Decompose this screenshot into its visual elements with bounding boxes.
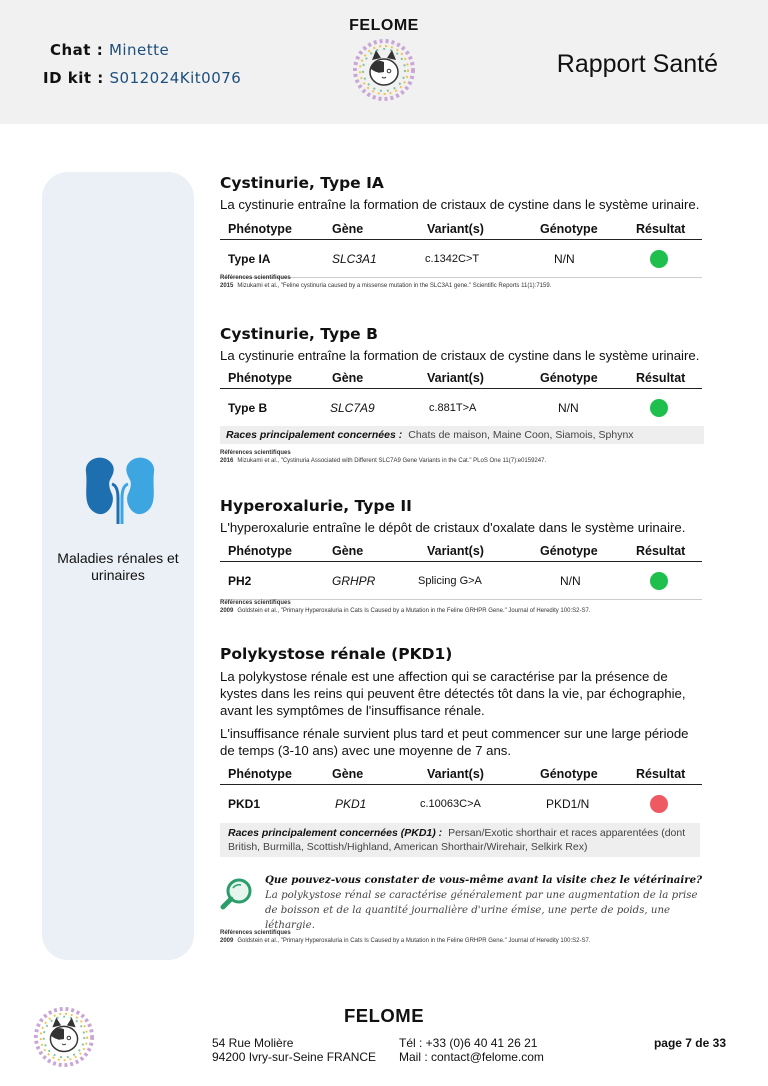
page-header	[0, 0, 768, 124]
cell-phenotype: Type IA	[228, 251, 271, 266]
felome-cat-logo	[352, 38, 416, 102]
category-label: Maladies rénales et urinaires	[57, 550, 179, 583]
table-row	[220, 562, 702, 600]
header-result: Résultat	[636, 543, 686, 558]
breeds-concerned	[220, 426, 704, 444]
cat-label: Chat :	[50, 41, 104, 59]
table-header	[220, 763, 702, 785]
contact-phone: Tél : +33 (0)6 40 41 26 21	[399, 1036, 538, 1050]
cell-variant: c.10063C>A	[420, 798, 481, 810]
header-result: Résultat	[636, 221, 686, 236]
scientific-reference	[220, 599, 590, 615]
vet-answer: La polykystose rénal se caractérise généralement par une augmentation de la prise de boisson et de la quantité journalière d'urine émise, une perte de poids, une léthargie.	[265, 890, 698, 931]
reference-year: 2009	[220, 938, 234, 944]
kidney-icon	[80, 454, 160, 524]
reference-year: 2015	[220, 283, 234, 289]
brand-name: FELOME	[349, 17, 419, 34]
cell-genotype: N/N	[554, 251, 575, 266]
category-panel	[42, 172, 194, 960]
reference-label: Références scientifiques	[220, 930, 291, 936]
table-row	[220, 785, 702, 823]
address-line-1: 54 Rue Molière	[212, 1036, 294, 1050]
section-title: Hyperoxalurie, Type II	[220, 497, 412, 515]
reference-label: Références scientifiques	[220, 275, 291, 281]
table-header	[220, 540, 702, 562]
genetic-table	[220, 218, 702, 278]
result-dot-normal	[650, 572, 668, 590]
scientific-reference	[220, 449, 546, 465]
header-result: Résultat	[636, 766, 686, 781]
cell-genotype: N/N	[560, 573, 581, 588]
header-result: Résultat	[636, 370, 686, 385]
header-variant: Variant(s)	[427, 221, 484, 236]
vet-advice	[265, 873, 705, 933]
header-phenotype: Phénotype	[228, 221, 292, 236]
header-variant: Variant(s)	[427, 370, 484, 385]
genetic-table	[220, 763, 702, 823]
table-row	[220, 389, 702, 427]
header-gene: Gène	[332, 221, 364, 236]
reference-text: Mizukami et al., "Feline cystinuria caused by a missense mutation in the SLC3A1 gene." Scientific Reports 11(1):7159.	[237, 283, 552, 289]
genetic-table	[220, 367, 702, 427]
header-genotype: Génotype	[540, 370, 598, 385]
table-row	[220, 240, 702, 278]
vet-question: Que pouvez-vous constater de vous-même avant la visite chez le vétérinaire?	[265, 874, 703, 886]
header-gene: Gène	[332, 766, 364, 781]
table-header	[220, 218, 702, 240]
breeds-label: Races principalement concernées (PKD1) :	[228, 827, 443, 839]
cell-gene: GRHPR	[332, 573, 376, 588]
reference-label: Références scientifiques	[220, 450, 291, 456]
footer-contact	[399, 1036, 544, 1064]
section-title: Polykystose rénale (PKD1)	[220, 645, 453, 663]
header-phenotype: Phénotype	[228, 370, 292, 385]
kit-id-row	[43, 69, 241, 87]
contact-mail: Mail : contact@felome.com	[399, 1050, 544, 1064]
cat-name: Minette	[108, 41, 170, 59]
section-description: La cystinurie entraîne la formation de cristaux de cystine dans le système urinaire.	[220, 348, 700, 363]
cat-name-row	[50, 41, 169, 59]
scientific-reference	[220, 274, 551, 290]
section-cystinuria-ia	[220, 174, 720, 289]
breeds-list: Chats de maison, Maine Coon, Siamois, Sphynx	[408, 429, 634, 441]
cell-gene: SLC3A1	[332, 251, 377, 266]
result-dot-normal	[650, 250, 668, 268]
reference-year: 2016	[220, 458, 234, 464]
scientific-reference	[220, 929, 590, 945]
section-pkd1	[220, 645, 720, 944]
cell-phenotype: PKD1	[228, 797, 261, 811]
cell-gene: SLC7A9	[330, 401, 375, 415]
table-header	[220, 367, 702, 389]
header-gene: Gène	[332, 370, 364, 385]
header-genotype: Génotype	[540, 766, 598, 781]
section-hyperoxaluria	[220, 497, 720, 614]
header-gene: Gène	[332, 543, 364, 558]
cell-gene: PKD1	[335, 797, 367, 811]
header-genotype: Génotype	[540, 543, 598, 558]
cell-phenotype: Type B	[228, 401, 268, 415]
section-title: Cystinurie, Type IA	[220, 174, 384, 192]
breeds-concerned	[220, 823, 700, 857]
header-genotype: Génotype	[540, 221, 598, 236]
section-description: L'hyperoxalurie entraîne le dépôt de cristaux d'oxalate dans le système urinaire.	[220, 520, 686, 535]
result-dot-positive	[650, 795, 668, 813]
reference-text: Mizukami et al., "Cystinuria Associated with Different SLC7A9 Gene Variants in the Cat." PLoS One 11(7):e0159247.	[237, 458, 547, 464]
header-variant: Variant(s)	[427, 766, 484, 781]
reference-label: Références scientifiques	[220, 600, 291, 606]
breeds-label: Races principalement concernées :	[226, 429, 403, 441]
section-description: La cystinurie entraîne la formation de cristaux de cystine dans le système urinaire.	[220, 197, 700, 212]
header-variant: Variant(s)	[427, 543, 484, 558]
kit-id: S012024Kit0076	[109, 69, 242, 87]
header-phenotype: Phénotype	[228, 766, 292, 781]
cell-phenotype: PH2	[228, 573, 252, 588]
result-dot-normal	[650, 399, 668, 417]
reference-text: Goldstein et al., "Primary Hyperoxaluria in Cats Is Caused by a Mutation in the Feline GRHPR Gene." Journal of Heredity 100:S2-S7.	[237, 938, 591, 944]
cell-variant: c.1342C>T	[425, 252, 480, 265]
section-title: Cystinurie, Type B	[220, 325, 378, 343]
cell-variant: Splicing G>A	[418, 574, 482, 587]
breeds-list: Persan/Exotic shorthair et races apparentées (dont British, Burmilla, Scottish/Highland, American Shorthair/Wirehair, Selkirk Rex)	[228, 827, 686, 853]
header-phenotype: Phénotype	[228, 543, 292, 558]
page-number: page 7 de 33	[653, 1036, 726, 1050]
footer-address	[212, 1036, 376, 1064]
magnifier-icon	[220, 877, 254, 911]
kit-label: ID kit :	[43, 69, 104, 87]
section-description-2: L'insuffisance rénale survient plus tard et peut commencer sur une large période de temps (3-10 ans) avec une moyenne de 7 ans.	[220, 726, 689, 758]
cell-genotype: PKD1/N	[546, 797, 590, 811]
reference-year: 2009	[220, 608, 234, 614]
footer-brand: FELOME	[343, 1005, 425, 1026]
report-title: Rapport Santé	[556, 50, 718, 78]
genetic-table	[220, 540, 702, 600]
address-line-2: 94200 Ivry-sur-Seine FRANCE	[212, 1050, 377, 1064]
section-description: La polykystose rénale est une affection qui se caractérise par la présence de kystes dans les reins qui peuvent être détectés tôt dans la vie, par échographie, avant les symptômes de l'insuffisance rénale.	[220, 669, 686, 718]
cell-variant: c.881T>A	[429, 402, 477, 414]
reference-text: Goldstein et al., "Primary Hyperoxaluria in Cats Is Caused by a Mutation in the Feline GRHPR Gene." Journal of Heredity 100:S2-S7.	[237, 608, 591, 614]
section-cystinuria-b	[220, 325, 720, 464]
cell-genotype: N/N	[558, 401, 579, 415]
